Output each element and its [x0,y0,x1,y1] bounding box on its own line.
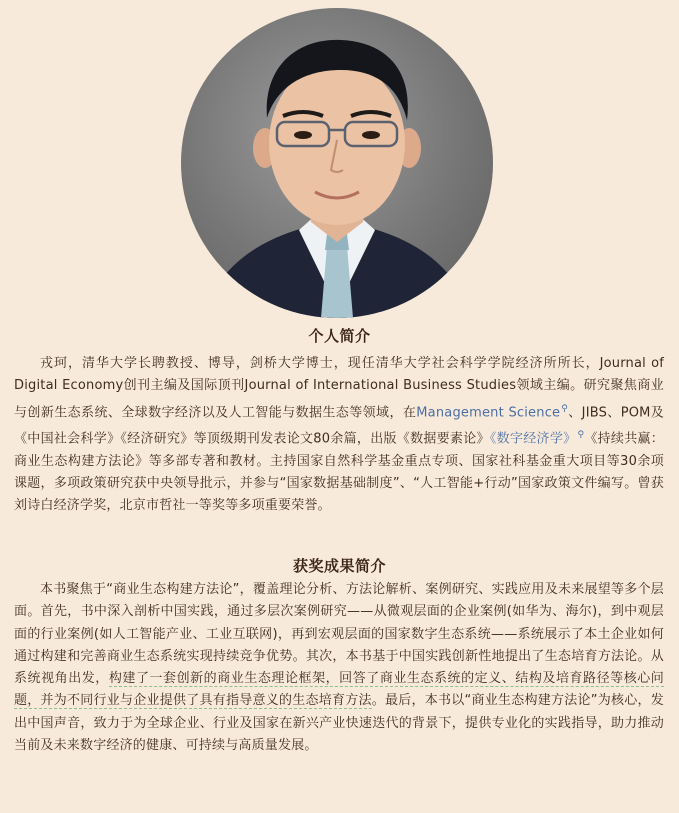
portrait-illustration [181,8,493,318]
digital-economy-link[interactable]: 《数字经济学》 [489,431,577,447]
award-text-2: 。最后，本书以“商业生态构建方法论”为核心，发出中国声音，致力于为全球企业、行业及国家在新兴产业快速迭代的背景下，提供专业化的实践指导，助力推动当前及未来数字经济的健康、可持续与高质量发展。 [14,693,664,754]
bio-text-2: 、JIBS、POM及《中国社会科学》《经济研究》等顶级期刊发表论文80余篇，出版《数据要素论》 [14,404,664,447]
award-section-title: 获奖成果简介 [292,557,386,575]
management-science-link[interactable]: Management Science [416,404,561,420]
bio-text-1: 戎珂，清华大学长聘教授、博导，剑桥大学博士，现任清华大学社会科学学院经济所所长，Journal of Digital Economy创刊主编及国际顶刊Journal of International Business Studies领域主编。研究聚焦商业与创新生态系统、全球数字经济以及人工智能与数据生态等领域，在 [14,356,664,420]
bio-text-3: 《持续共赢：商业生态构建方法论》等多部专著和教材。主持国家自然科学基金重点专项、国家社科基金重大项目等30余项课题，多项政策研究获中央领导批示，并参与“国家数据基础制度”、“人工智能+行动”国家政策文件编写。曾获刘诗白经济学奖，北京市哲社一等奖等多项重要荣誉。 [14,431,665,514]
highlighted-text: 构建了一套创新的商业生态理论框架，回答了商业生态系统的定义、结构及培育路径等核心问题，并为不同行业与企业提供了具有指导意义的生态培育方法 [14,671,664,709]
award-summary [14,579,664,757]
profile-section-title: 个人简介 [308,327,371,345]
author-portrait [181,8,493,318]
profile-bio [14,353,664,518]
award-text-1: 本书聚焦于“商业生态构建方法论”，覆盖理论分析、方法论解析、案例研究、实践应用及未来展望等多个层面。首先，书中深入剖析中国实践，通过多层次案例研究——从微观层面的企业案例(如华为、海尔)，到中观层面的行业案例(如人工智能产业、工业互联网)，再到宏观层面的国家数字生态系统——系统展示了本土企业如何通过构建和完善商业生态系统实现持续竞争优势。其次，本书基于中国实践创新性地提出了生态培育方法论。从系统视角出发， [14,582,664,687]
search-icon[interactable]: ⚲ [561,403,569,414]
search-icon[interactable]: ⚲ [577,430,585,441]
